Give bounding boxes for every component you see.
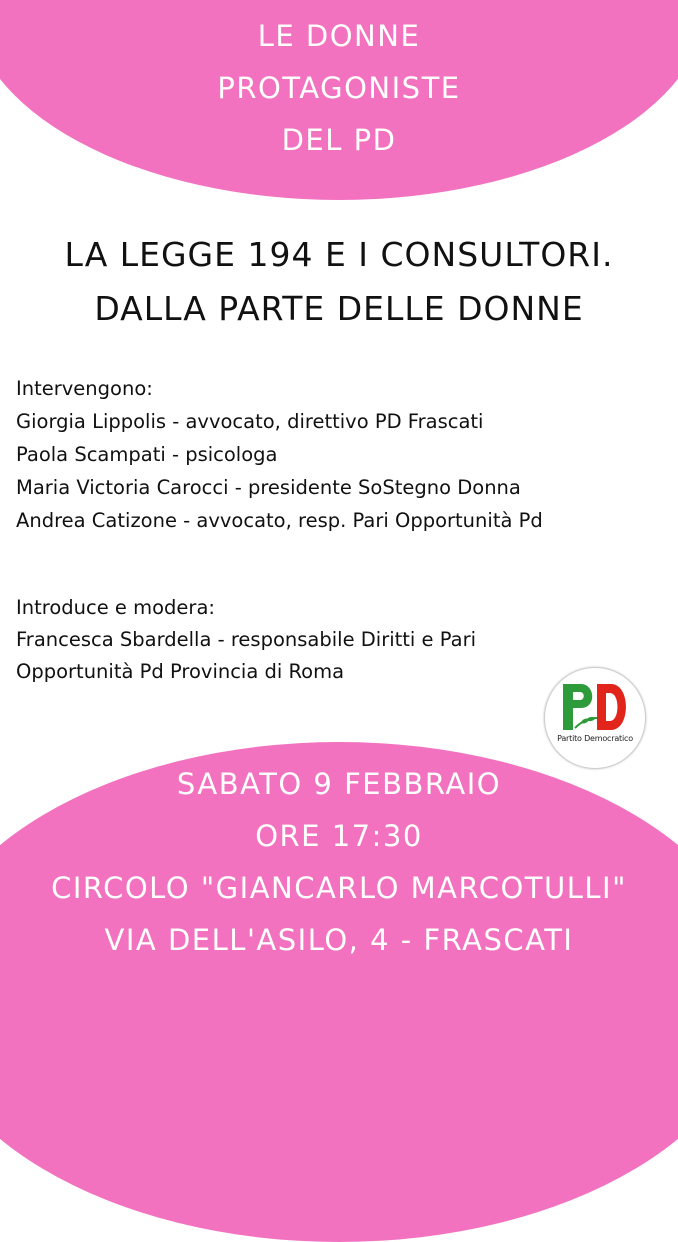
- speaker-item: Paola Scampati - psicologa: [16, 443, 278, 466]
- pd-logo-icon: [545, 668, 645, 768]
- speaker-item: Giorgia Lippolis - avvocato, direttivo PD Frascati: [16, 410, 484, 433]
- event-address: VIA DELL'ASILO, 4 - FRASCATI: [104, 923, 574, 957]
- speaker-item: Andrea Catizone - avvocato, resp. Pari Opportunità Pd: [16, 509, 543, 532]
- event-time: ORE 17:30: [255, 819, 423, 853]
- header-line-3: DEL PD: [281, 123, 397, 157]
- event-date: SABATO 9 FEBBRAIO: [176, 767, 502, 801]
- headline-line-2: DALLA PARTE DELLE DONNE: [94, 289, 584, 328]
- moderator-heading: Introduce e modera:: [16, 596, 215, 619]
- logo-caption: Partito Democratico: [557, 734, 633, 743]
- event-venue: CIRCOLO "GIANCARLO MARCOTULLI": [51, 871, 627, 905]
- moderator-section: [16, 592, 576, 688]
- headline-line-1: LA LEGGE 194 E I CONSULTORI.: [64, 235, 614, 274]
- speakers-heading: Intervengono:: [16, 377, 153, 400]
- pd-logo: [544, 667, 646, 769]
- moderator-line-2: Opportunità Pd Provincia di Roma: [16, 660, 345, 683]
- moderator-line-1: Francesca Sbardella - responsabile Diritti e Pari: [16, 628, 477, 651]
- header-line-2: PROTAGONISTE: [217, 71, 461, 105]
- event-details: [0, 758, 678, 966]
- speaker-item: Maria Victoria Carocci - presidente SoStegno Donna: [16, 476, 521, 499]
- header-line-1: LE DONNE: [257, 19, 421, 53]
- event-headline: [0, 228, 678, 336]
- header-title: [0, 10, 678, 166]
- speakers-section: [16, 372, 656, 537]
